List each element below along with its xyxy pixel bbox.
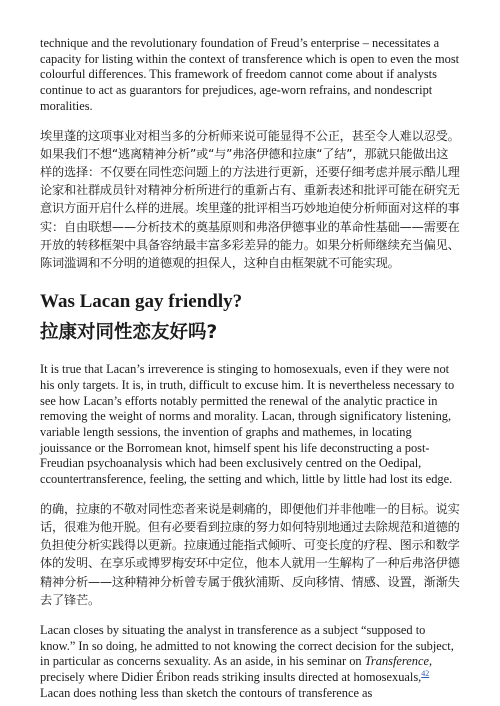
paragraph-english-3-part-c: Lacan does nothing less than sketch the contours of transference as [40, 685, 373, 700]
paragraph-chinese-1: 埃里蓬的这项事业对相当多的分析师来说可能显得不公正，甚至令人难以忍受。如果我们不想“逃离精神分析”或“与”弗洛伊德和拉康“了结”，那就只能做出这样的选择：不仅要在同性恋问题上的方法进行更新，还要仔细考虑并展示酷儿理论家和社群成员针对精神分析所进行的重新占有、重新表述和批评可能在研究无意识方面开启什么样的进展。埃里蓬的批评相当巧妙地迫使分析师面对这样的事实：自由联想——分析技术的奠基原则和弗洛伊德事业的革命性基础——需要在开放的转移框架中具备容纳最丰富多彩差异的能力。如果分析师继续充当偏见、陈词滥调和不分明的道德观的担保人，这种自由框架就不可能实现。 [40, 128, 460, 270]
paragraph-english-2: It is true that Lacan’s irreverence is stinging to homosexuals, even if they were not his only targets. It is, in truth, difficult to excuse him. It is nevertheless necessary to see how Lacan’s efforts notably permitted the renewal of the analytic practice in removing the weight of norms and morality. Lacan, through significatory listening, variable length sessions, the invention of graphs and mathemes, in locating jouissance or the Borromean knot, himself spent his life deconstructing a post-Freudian psychoanalysis which had been exclusively centred on the Oedipal, ccountertransference, feeling, the setting and which, little by little had lost its edge. [40, 362, 455, 487]
section-heading-english: Was Lacan gay friendly? [40, 291, 243, 313]
paragraph-chinese-2: 的确，拉康的不敬对同性恋者来说是刺痛的，即便他们并非他唯一的目标。说实话，很难为他开脱。但有必要看到拉康的努力如何特别地通过去除规范和道德的负担使分析实践得以更新。拉康通过能指式倾听、可变长度的疗程、图示和数学体的发明、在享乐或博罗梅安环中定位，他本人就用一生解构了一种后弗洛伊德精神分析——这种精神分析曾专属于俄狄浦斯、反向移情、情感、设置，渐渐失去了锋芒。 [40, 501, 460, 607]
paragraph-english-3-part-a: Lacan closes by situating the analyst in transference as a subject “supposed to know.” In so doing, he admitted to not knowing the correct decision for the subject, in particular as concerns sexuality. As an aside, in his seminar on [40, 622, 454, 669]
seminar-title: Transference [364, 654, 429, 669]
paragraph-english-1: technique and the revolutionary foundation of Freud’s enterprise – necessitates a capacity for listing within the context of transference which is open to even the most colourful differences. This framework of freedom cannot come about if analysts continue to act as guarantors for prejudices, age-worn refrains, and nondescript moralities. [40, 36, 460, 113]
footnote-link[interactable]: 42 [421, 668, 430, 678]
section-heading-chinese: 拉康对同性恋友好吗? [40, 322, 218, 344]
paragraph-english-3-part-b: , precisely where Didier Éribon reads striking insults directed at homosexuals, [40, 654, 433, 685]
paragraph-english-3 [40, 623, 460, 702]
